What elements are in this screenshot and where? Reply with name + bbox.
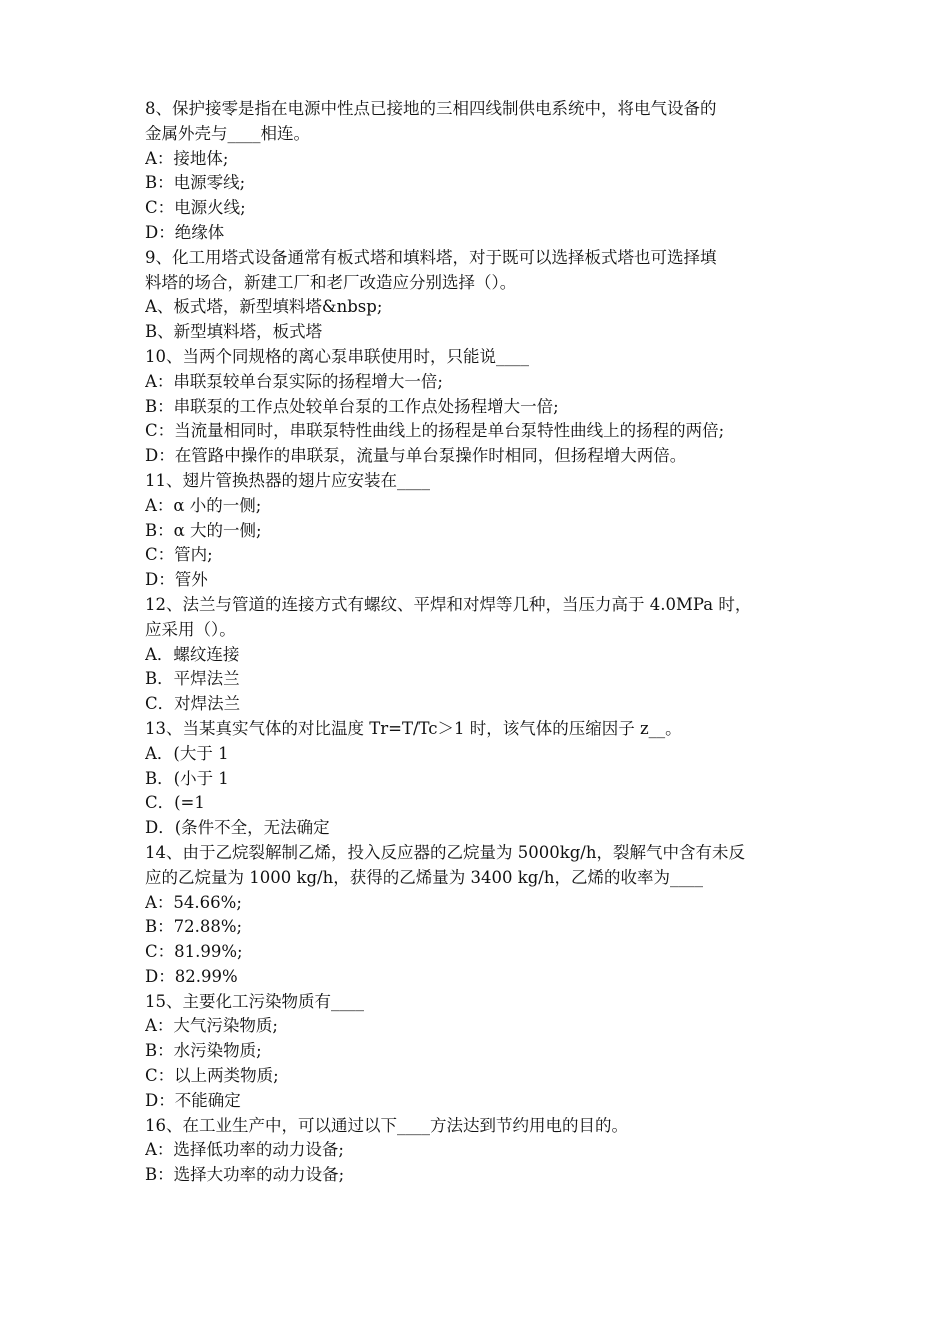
question-11 [145, 469, 810, 593]
question-8 [145, 97, 810, 246]
question-12 [145, 593, 810, 717]
answer-option: A：54.66%; [145, 892, 242, 912]
answer-option: C．对焊法兰 [145, 694, 241, 714]
answer-option: A．(大于 1 [145, 743, 229, 763]
answer-option: B、新型填料塔，板式塔 [145, 322, 323, 342]
question-text: 金属外壳与____相连。 [145, 123, 310, 143]
answer-option: D：在管路中操作的串联泵，流量与单台泵操作时相同，但扬程增大两倍。 [145, 446, 687, 466]
question-10 [145, 345, 810, 469]
answer-option: A：接地体; [145, 148, 229, 168]
answer-option: B：72.88%; [145, 917, 243, 937]
question-text: 10、当两个同规格的离心泵串联使用时，只能说____ [145, 346, 529, 366]
answer-option: A：串联泵较单台泵实际的扬程增大一倍; [145, 371, 443, 391]
answer-option: D．(条件不全，无法确定 [145, 818, 330, 838]
answer-option: B．(小于 1 [145, 768, 229, 788]
answer-option: C：当流量相同时，串联泵特性曲线上的扬程是单台泵特性曲线上的扬程的两倍; [145, 421, 725, 441]
answer-option: A：大气污染物质; [145, 1016, 278, 1036]
answer-option: D：管外 [145, 570, 208, 590]
question-text: 8、保护接零是指在电源中性点已接地的三相四线制供电系统中，将电气设备的 [145, 99, 717, 118]
question-text: 13、当某真实气体的对比温度 Tr=T/Tc＞1 时，该气体的压缩因子 z__。 [145, 718, 682, 738]
answer-option: B．平焊法兰 [145, 669, 240, 689]
answer-option: B：串联泵的工作点处较单台泵的工作点处扬程增大一倍; [145, 396, 559, 416]
question-text: 11、翅片管换热器的翅片应安装在____ [145, 470, 430, 490]
answer-option: B：水污染物质; [145, 1041, 262, 1061]
question-text: 15、主要化工污染物质有____ [145, 991, 364, 1011]
document-page [145, 97, 810, 1188]
answer-option: A．螺纹连接 [145, 644, 240, 664]
question-text: 应采用（）。 [145, 619, 236, 639]
answer-option: C：以上两类物质; [145, 1066, 279, 1086]
question-14 [145, 841, 810, 990]
answer-option: C：81.99%; [145, 942, 243, 962]
answer-option: C．(=1 [145, 793, 205, 813]
answer-option: B：选择大功率的动力设备; [145, 1165, 345, 1185]
answer-option: A、板式塔，新型填料塔&nbsp; [145, 297, 383, 317]
answer-option: B：α 大的一侧; [145, 520, 262, 540]
answer-option: D：绝缘体 [145, 222, 225, 242]
question-text: 14、由于乙烷裂解制乙烯，投入反应器的乙烷量为 5000kg/h，裂解气中含有未反 [145, 842, 745, 862]
question-13 [145, 717, 810, 841]
answer-option: B：电源零线; [145, 173, 246, 193]
answer-option: D：不能确定 [145, 1090, 241, 1110]
answer-option: D：82.99% [145, 966, 238, 986]
question-text: 9、化工用塔式设备通常有板式塔和填料塔，对于既可以选择板式塔也可选择填 [145, 247, 717, 267]
answer-option: A：选择低功率的动力设备; [145, 1140, 344, 1160]
question-15 [145, 990, 810, 1114]
question-text: 料塔的场合，新建工厂和老厂改造应分别选择（）。 [145, 272, 517, 292]
question-9 [145, 246, 810, 345]
question-text: 12、法兰与管道的连接方式有螺纹、平焊和对焊等几种，当压力高于 4.0MPa 时， [145, 594, 752, 614]
answer-option: A：α 小的一侧; [145, 495, 262, 515]
answer-option: C：管内; [145, 545, 213, 565]
question-16 [145, 1114, 810, 1188]
answer-option: C：电源火线; [145, 198, 246, 218]
question-text: 16、在工业生产中，可以通过以下____方法达到节约用电的目的。 [145, 1115, 628, 1135]
question-text: 应的乙烷量为 1000 kg/h，获得的乙烯量为 3400 kg/h，乙烯的收率为____ [145, 867, 703, 887]
